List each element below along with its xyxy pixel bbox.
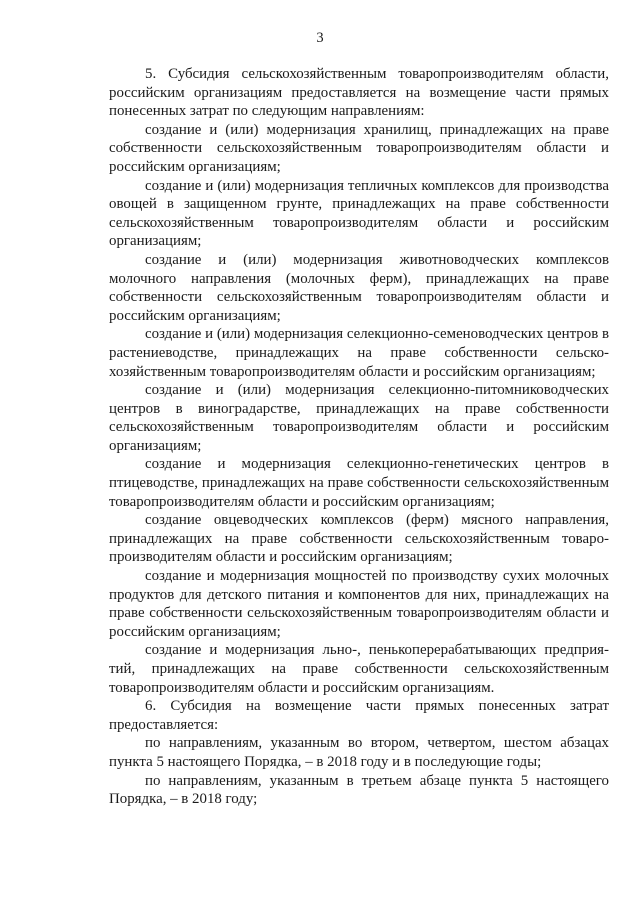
paragraph-item-6: 6. Субсидия на возмещение части прямых понесенных затрат предоставляется: — [109, 698, 609, 733]
document-body — [109, 65, 609, 809]
paragraph-greenhouse-complexes: создание и (или) модернизация тепличных комплексов для производства овощей в защищенном грунте, принадлежащих на праве собственности сельскохозяйственным товаропроизводителям области и российским организациям; — [109, 177, 609, 250]
paragraph-dry-milk-products: создание и модернизация мощностей по производству сухих молочных продуктов для детского питания и компонентов для них, принадлежащих на праве собственности сельскохозяйственным товаропроизводителям области и российским организациям; — [109, 568, 609, 640]
paragraph-seed-centers: создание и (или) модернизация селекционно-семеноводческих центров в растениеводстве, принадлежащих на праве собственности сельскохозяйственным товаропроизводителям области и российским организациям; — [109, 326, 609, 380]
paragraph-dairy-farms: создание и (или) модернизация животноводческих комплексов молочного направления (молочных ферм), принадлежащих на праве собственности сельскохозяйственным товаропроизводителям области и российским организациям; — [109, 251, 609, 324]
paragraph-nursery-centers: создание и (или) модернизация селекционно-питомниководческих центров в виноградарстве, принадлежащих на праве собственности сельскохозяйственным товаропроизводителям области и российским организациям; — [109, 382, 609, 454]
paragraph-directions-2018: по направлениям, указанным в третьем абзаце пункта 5 настоящего Порядка, – в 2018 году; — [109, 772, 609, 808]
paragraph-sheep-farms: создание овцеводческих комплексов (ферм) мясного направления, принадлежащих на праве собственности сельскохозяйственным товаропроизводителям области и российским организациям; — [109, 512, 609, 566]
paragraph-storage-facilities: создание и (или) модернизация хранилищ, принадлежащих на праве собственности сельскохозяйственным товаропроизводителям области и российским организациям; — [109, 121, 609, 175]
paragraph-poultry-genetic-centers: создание и модернизация селекционно-генетических центров в птицеводстве, принадлежащих на праве собственности сельскохозяйственным товаропроизводителям области и российским организациям; — [109, 456, 609, 510]
paragraph-flax-hemp-processing: создание и модернизация льно-, пенькоперерабатывающих предприятий, принадлежащих на праве собственности сельскохозяйственным товаропроизводителям области и российским организациям. — [109, 642, 609, 696]
page-number: 3 — [316, 30, 324, 46]
paragraph-directions-2018-onward: по направлениям, указанным во втором, четвертом, шестом абзацах пункта 5 настоящего Порядка, – в 2018 году и в последующие годы; — [109, 735, 609, 770]
paragraph-item-5: 5. Субсидия сельскохозяйственным товаропроизводителям области, российским организациям предоставляется на возмещение части прямых понесенных затрат по следующим направлениям: — [109, 66, 609, 120]
